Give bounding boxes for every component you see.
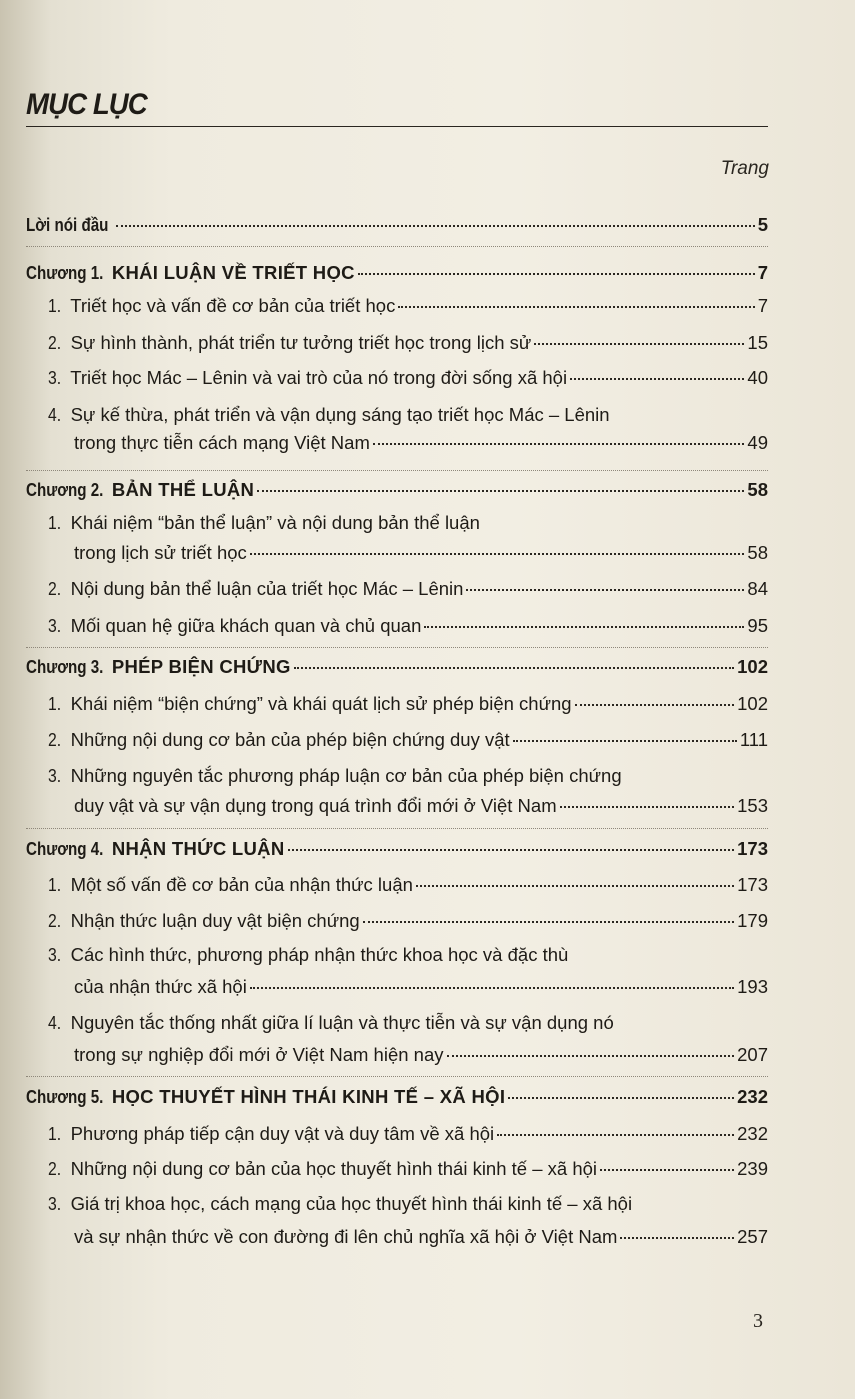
toc-page-number: 173 <box>737 838 768 859</box>
dot-leader <box>250 553 745 555</box>
toc-section-title: PHÉP BIỆN CHỨNG <box>106 656 291 677</box>
toc-item-title: Khái niệm “bản thể luận” và nội dung bản thể luận <box>65 512 480 533</box>
dot-leader <box>447 1055 735 1057</box>
toc-item-number: 3. <box>48 615 62 636</box>
dot-leader <box>560 806 735 808</box>
toc-item-number: 1. <box>48 295 62 316</box>
toc-item-row <box>26 1123 768 1145</box>
toc-section-row <box>26 1086 768 1108</box>
toc-item-title: Sự hình thành, phát triển tư tưởng triết học trong lịch sử <box>65 332 532 353</box>
toc-item-row <box>26 910 768 932</box>
toc-entry-text <box>48 332 531 354</box>
toc-item-row <box>26 615 768 637</box>
toc-item-number: 3. <box>48 944 62 965</box>
toc-item-number: 3. <box>48 367 62 388</box>
toc-item-row <box>26 512 768 534</box>
toc-item-title: Những nội dung cơ bản của học thuyết hình thái kinh tế – xã hội <box>65 1158 598 1179</box>
dot-leader <box>620 1237 734 1239</box>
toc-entry-text <box>26 479 254 501</box>
toc-item-row <box>26 765 768 787</box>
toc-item-number: 2. <box>48 729 62 750</box>
toc-item-row <box>26 404 768 426</box>
dot-leader <box>358 273 755 275</box>
toc-item-row <box>26 874 768 896</box>
toc-item-title-line2: trong thực tiễn cách mạng Việt Nam <box>74 432 370 453</box>
toc-item-row <box>26 944 768 966</box>
toc-page-number: 173 <box>737 874 768 895</box>
toc-entry-text <box>26 262 355 284</box>
dot-leader <box>294 667 734 669</box>
toc-section-row <box>26 479 768 501</box>
toc-section-lead: Lời nói đầu <box>26 214 109 235</box>
toc-entry-text <box>48 512 480 534</box>
toc-item-title: Nội dung bản thể luận của triết học Mác – Lênin <box>65 578 464 599</box>
toc-item-title: Khái niệm “biện chứng” và khái quát lịch sử phép biện chứng <box>65 693 572 714</box>
toc-entry-text <box>48 295 395 317</box>
toc-entry-text <box>48 693 572 715</box>
toc-page-number: 179 <box>737 910 768 931</box>
toc-item-title: Phương pháp tiếp cận duy vật và duy tâm về xã hội <box>65 1123 495 1144</box>
toc-item-row-continued <box>26 432 768 454</box>
toc-item-number: 2. <box>48 332 62 353</box>
dot-leader <box>416 885 734 887</box>
toc-item-title: Một số vấn đề cơ bản của nhận thức luận <box>65 874 413 895</box>
toc-item-number: 1. <box>48 1123 62 1144</box>
toc-section-title: KHÁI LUẬN VỀ TRIẾT HỌC <box>106 262 355 283</box>
toc-item-number: 4. <box>48 404 62 425</box>
toc-item-row <box>26 1158 768 1180</box>
toc-entry-text <box>26 656 291 678</box>
toc-page-number: 207 <box>737 1044 768 1065</box>
toc-page-number: 49 <box>747 432 768 453</box>
toc-item-title-line2: và sự nhận thức về con đường đi lên chủ nghĩa xã hội ở Việt Nam <box>74 1226 618 1247</box>
toc-item-number: 2. <box>48 1158 62 1179</box>
toc-item-number: 2. <box>48 910 62 931</box>
toc-page-number: 102 <box>737 693 768 714</box>
toc-item-number: 1. <box>48 693 62 714</box>
toc-item-row-continued <box>26 1226 768 1248</box>
toc-item-title: Triết học Mác – Lênin và vai trò của nó trong đời sống xã hội <box>65 367 568 388</box>
toc-page-number: 7 <box>757 295 768 316</box>
toc-section-row <box>26 838 768 860</box>
toc-item-title: Nguyên tắc thống nhất giữa lí luận và thực tiễn và sự vận dụng nó <box>65 1012 614 1033</box>
toc-item-row <box>26 332 768 354</box>
toc-page-number: 15 <box>747 332 768 353</box>
toc-item-title-line2: của nhận thức xã hội <box>74 976 247 997</box>
toc-item-title: Sự kế thừa, phát triển và vận dụng sáng tạo triết học Mác – Lênin <box>65 404 610 425</box>
toc-item-row <box>26 1012 768 1034</box>
dot-leader <box>373 443 745 445</box>
toc-entry-text <box>26 214 113 236</box>
toc-item-title: Giá trị khoa học, cách mạng của học thuyết hình thái kinh tế – xã hội <box>65 1193 633 1214</box>
toc-section-lead: Chương 4. <box>26 838 104 859</box>
section-separator <box>26 1076 768 1077</box>
toc-page-number: 7 <box>757 262 768 283</box>
toc-page-number: 232 <box>737 1086 768 1107</box>
toc-item-title: Triết học và vấn đề cơ bản của triết học <box>65 295 396 316</box>
section-separator <box>26 246 768 247</box>
toc-item-row <box>26 729 768 751</box>
toc-section-row <box>26 214 768 236</box>
toc-page-number: 232 <box>737 1123 768 1144</box>
dot-leader <box>398 306 754 308</box>
dot-leader <box>600 1169 734 1171</box>
dot-leader <box>497 1134 734 1136</box>
toc-page-number: 102 <box>737 656 768 677</box>
section-separator <box>26 470 768 471</box>
dot-leader <box>513 740 737 742</box>
toc-entry-text <box>48 1012 614 1034</box>
toc-section-lead: Chương 3. <box>26 656 104 677</box>
toc-page-number: 239 <box>737 1158 768 1179</box>
section-separator <box>26 647 768 648</box>
toc-entry-text <box>48 404 610 426</box>
toc-page-number: 5 <box>757 214 768 235</box>
toc-item-title: Mối quan hệ giữa khách quan và chủ quan <box>65 615 422 636</box>
toc-item-row-continued <box>26 1044 768 1066</box>
toc-section-row <box>26 656 768 678</box>
toc-entry-text <box>48 765 622 787</box>
toc-item-number: 3. <box>48 765 62 786</box>
toc-item-title-line2: trong sự nghiệp đổi mới ở Việt Nam hiện nay <box>74 1044 444 1065</box>
page-number: 3 <box>753 1310 763 1332</box>
dot-leader <box>363 921 734 923</box>
dot-leader <box>257 490 744 492</box>
toc-item-title: Những nội dung cơ bản của phép biện chứng duy vật <box>65 729 510 750</box>
toc-section-title: BẢN THỂ LUẬN <box>106 479 255 500</box>
toc-entry-text <box>48 1158 597 1180</box>
toc-page-number: 84 <box>747 578 768 599</box>
toc-entry-text <box>48 910 360 932</box>
dot-leader <box>250 987 734 989</box>
toc-item-row <box>26 693 768 715</box>
toc-page-number: 111 <box>739 729 768 750</box>
toc-item-number: 1. <box>48 512 62 533</box>
toc-entry-text <box>48 367 567 389</box>
toc-item-row <box>26 367 768 389</box>
toc-item-row <box>26 578 768 600</box>
toc-page-number: 95 <box>747 615 768 636</box>
page-column-label: Trang <box>720 158 769 179</box>
toc-page-number: 153 <box>737 795 768 816</box>
toc-item-row-continued <box>26 542 768 564</box>
toc-entry-text <box>48 874 413 896</box>
toc-item-title: Các hình thức, phương pháp nhận thức khoa học và đặc thù <box>65 944 569 965</box>
toc-entry-text <box>48 1193 632 1215</box>
title-rule <box>26 126 768 127</box>
toc-item-number: 4. <box>48 1012 62 1033</box>
toc-item-title-line2: trong lịch sử triết học <box>74 542 247 563</box>
toc-entry-text <box>48 1123 494 1145</box>
dot-leader <box>575 704 735 706</box>
toc-section-lead: Chương 1. <box>26 262 104 283</box>
toc-section-title: HỌC THUYẾT HÌNH THÁI KINH TẾ – XÃ HỘI <box>106 1086 506 1107</box>
toc-item-title: Những nguyên tắc phương pháp luận cơ bản của phép biện chứng <box>65 765 622 786</box>
toc-entry-text <box>48 729 510 751</box>
toc-item-row <box>26 295 768 317</box>
toc-page-number: 257 <box>737 1226 768 1247</box>
toc-entry-text <box>48 578 463 600</box>
toc-item-number: 3. <box>48 1193 62 1214</box>
toc-item-title-line2: duy vật và sự vận dụng trong quá trình đổi mới ở Việt Nam <box>74 795 557 816</box>
toc-entry-text <box>48 615 421 637</box>
toc-section-row <box>26 262 768 284</box>
toc-section-lead: Chương 2. <box>26 479 104 500</box>
dot-leader <box>424 626 744 628</box>
dot-leader <box>508 1097 734 1099</box>
dot-leader <box>466 589 744 591</box>
dot-leader <box>288 849 735 851</box>
section-separator <box>26 828 768 829</box>
toc-entry-text <box>26 838 285 860</box>
toc-page-number: 58 <box>747 542 768 563</box>
toc-page-number: 58 <box>747 479 768 500</box>
toc-item-row-continued <box>26 976 768 998</box>
toc-item-number: 2. <box>48 578 62 599</box>
toc-section-lead: Chương 5. <box>26 1086 104 1107</box>
toc-page-number: 193 <box>737 976 768 997</box>
toc-entry-text <box>26 1086 505 1108</box>
page-title: MỤC LỤC <box>26 88 147 121</box>
toc-item-row-continued <box>26 795 768 817</box>
toc-item-row <box>26 1193 768 1215</box>
dot-leader <box>534 343 744 345</box>
toc-page-number: 40 <box>747 367 768 388</box>
toc-item-title: Nhận thức luận duy vật biện chứng <box>65 910 360 931</box>
toc-item-number: 1. <box>48 874 62 895</box>
dot-leader <box>570 378 744 380</box>
dot-leader <box>116 225 755 227</box>
toc-entry-text <box>48 944 568 966</box>
toc-section-title: NHẬN THỨC LUẬN <box>106 838 285 859</box>
